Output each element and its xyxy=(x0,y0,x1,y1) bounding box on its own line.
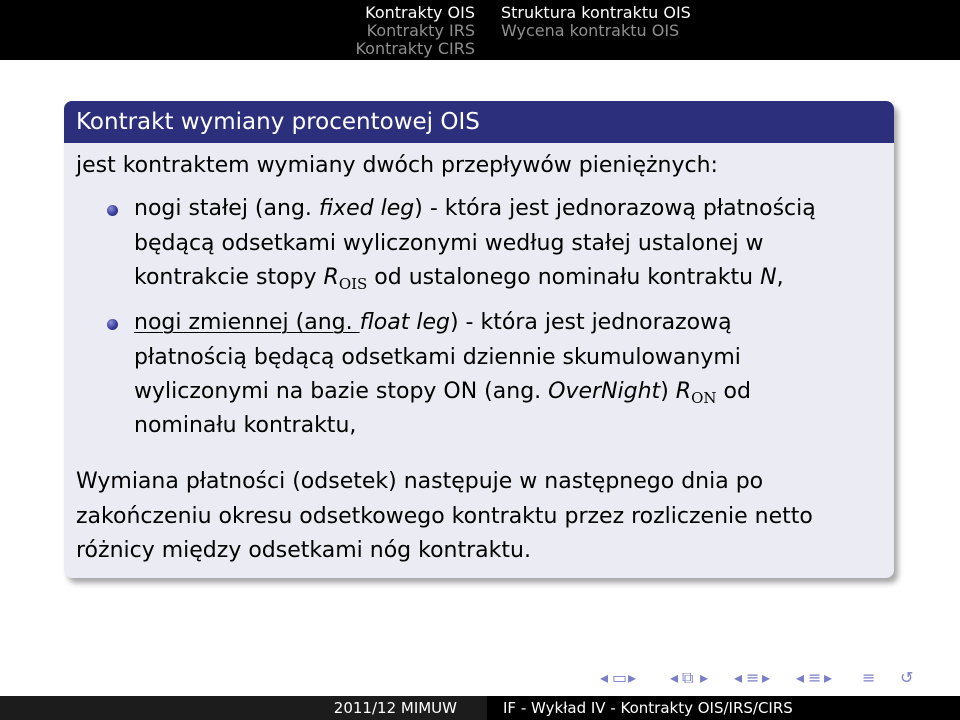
rate-subscript: ON xyxy=(691,389,717,407)
bullet-icon xyxy=(107,205,118,216)
section-prev-icon[interactable]: ◂ xyxy=(734,668,743,687)
bullet2-line4: nominału kontraktu, xyxy=(134,413,357,438)
appendix-icon[interactable]: ≡ xyxy=(862,668,876,687)
bullet1-line1 xyxy=(134,192,816,227)
bullet2-text: nogi zmiennej (ang. xyxy=(134,310,360,335)
bullet1-line3 xyxy=(134,261,784,297)
rate-symbol: R xyxy=(323,265,339,290)
bullet2-line1 xyxy=(134,306,732,341)
bullet2-text: ) xyxy=(660,379,676,404)
presentation-next-icon[interactable]: ▸ xyxy=(824,668,833,687)
nav-subsection-structure[interactable]: Struktura kontraktu OIS xyxy=(501,3,691,22)
block-title: Kontrakt wymiany procentowej OIS xyxy=(64,101,894,143)
bullet2-text: ) - która jest jednorazową xyxy=(449,310,732,335)
bullet1-term: fixed leg xyxy=(318,196,415,221)
bullet1-text: , xyxy=(776,265,784,290)
closing-line: Wymiana płatności (odsetek) następuje w następnego dnia po xyxy=(76,469,764,494)
bullet1-text: ) - która jest jednorazową płatnością xyxy=(414,196,816,221)
bullet2-text: wyliczonymi na bazie stopy ON (ang. xyxy=(134,379,549,404)
bullet2-text: od xyxy=(716,379,751,404)
subsection-prev-icon[interactable]: ◂ xyxy=(670,668,679,687)
footer-title xyxy=(487,696,960,720)
header-navigation-bar xyxy=(0,0,960,60)
presentation-icon: ≡ xyxy=(808,668,822,687)
rate-subscript: OIS xyxy=(338,275,368,293)
bullet2-term: OverNight xyxy=(548,379,661,404)
nav-section-cirs[interactable]: Kontrakty CIRS xyxy=(355,39,475,58)
definition-block xyxy=(64,101,894,578)
bullet2-line3 xyxy=(134,375,751,411)
closing-line: zakończeniu okresu odsetkowego kontraktu przez rozliczenie netto xyxy=(76,504,813,529)
frame-icon: ▭ xyxy=(612,668,628,687)
frame-prev-icon[interactable]: ◂ xyxy=(600,668,609,687)
section-icon: ≡ xyxy=(746,668,760,687)
section-next-icon[interactable]: ▸ xyxy=(762,668,771,687)
subsection-icon: ⧉ xyxy=(682,668,694,687)
subsection-next-icon[interactable]: ▸ xyxy=(700,668,709,687)
beamer-navigation-symbols xyxy=(600,668,940,692)
nav-subsection-valuation[interactable]: Wycena kontraktu OIS xyxy=(501,21,680,40)
bullet-icon xyxy=(107,319,118,330)
footer-left-text: 2011/12 MIMUW xyxy=(333,699,457,717)
frame-next-icon[interactable]: ▸ xyxy=(628,668,637,687)
search-icon[interactable]: ↺ xyxy=(900,668,914,687)
bullet1-text: nogi stałej (ang. xyxy=(134,196,319,221)
bullet1-text: od ustalonego nominału kontraktu xyxy=(367,265,761,290)
nav-section-irs[interactable]: Kontrakty IRS xyxy=(366,21,475,40)
closing-line: różnicy między odsetkami nóg kontraktu. xyxy=(76,538,531,563)
section-nav xyxy=(0,4,475,58)
nominal-symbol: N xyxy=(760,265,777,290)
footer-date xyxy=(0,696,487,720)
bullet2-line2: płatnością będącą odsetkami dziennie skumulowanymi xyxy=(134,345,741,370)
subsection-nav xyxy=(501,4,691,40)
presentation-prev-icon[interactable]: ◂ xyxy=(796,668,805,687)
block-intro: jest kontraktem wymiany dwóch przepływów pieniężnych: xyxy=(76,153,718,178)
bullet1-text: kontrakcie stopy xyxy=(134,265,324,290)
bullet2-term: float leg xyxy=(359,310,450,335)
nav-section-ois[interactable]: Kontrakty OIS xyxy=(365,3,475,22)
bullet1-line2: będącą odsetkami wyliczonymi według stałej ustalonej w xyxy=(134,231,764,256)
rate-symbol: R xyxy=(675,379,692,404)
footer-right-text: IF - Wykład IV - Kontrakty OIS/IRS/CIRS xyxy=(503,699,793,717)
